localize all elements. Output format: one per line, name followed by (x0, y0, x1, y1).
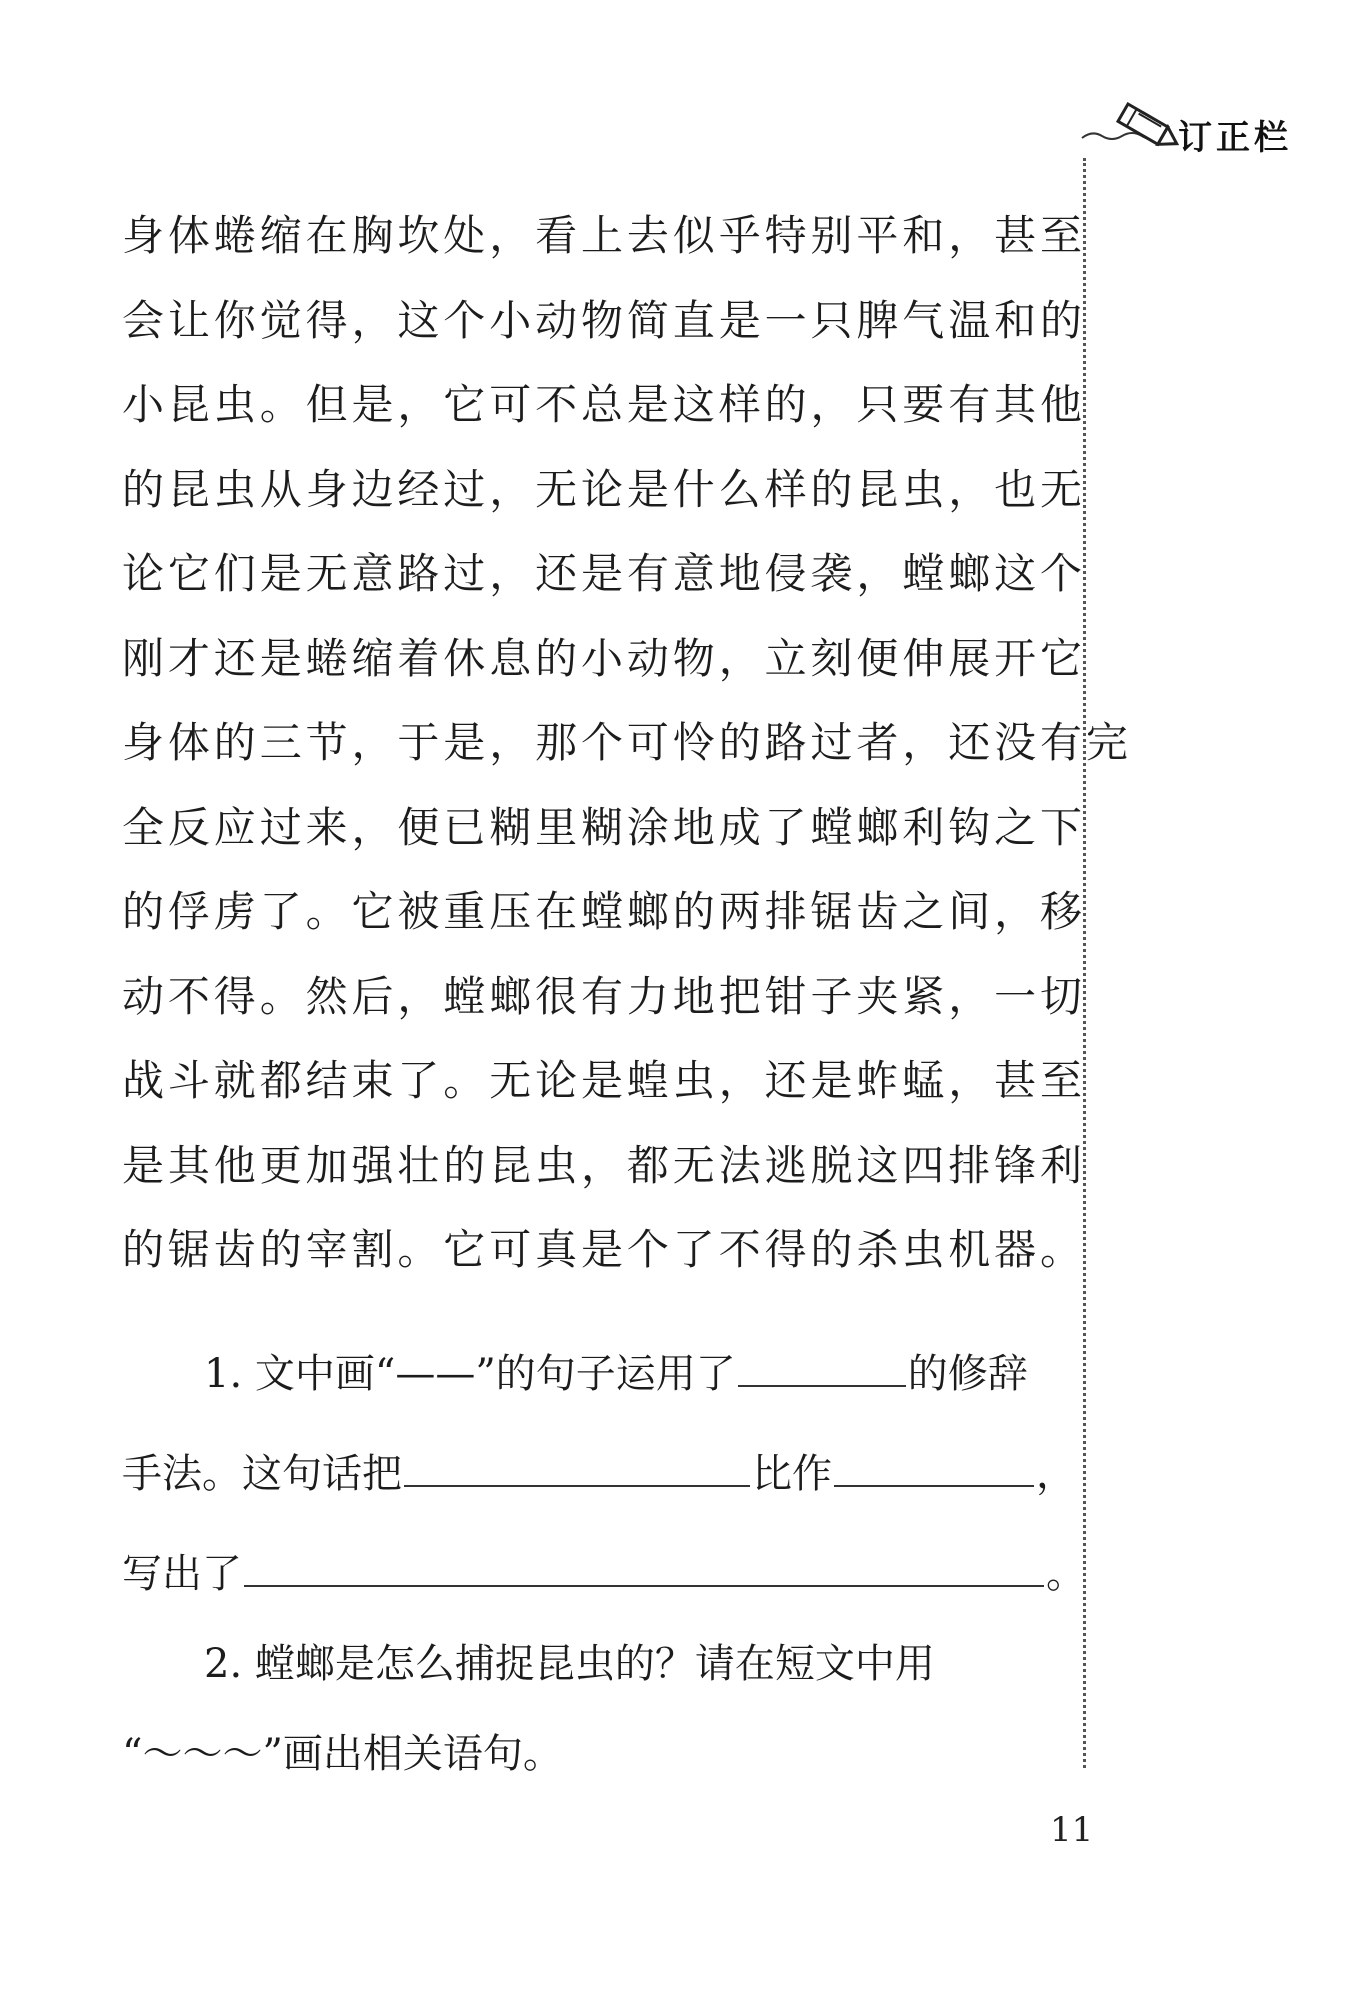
question-2-line-1: 2. 螳螂是怎么捕捉昆虫的？请在短文中用 (204, 1641, 935, 1687)
passage-line: 刚才还是蜷缩着休息的小动物，立刻便伸展开它 (122, 633, 1086, 683)
question-1-line-2: 手法。这句话把 比作 ， (122, 1442, 1076, 1499)
passage-line: 小昆虫。但是，它可不总是这样的，只要有其他 (122, 380, 1086, 429)
pencil-icon (1080, 90, 1190, 160)
passage-line: 会让你觉得，这个小动物简直是一只脾气温和的 (122, 295, 1086, 345)
passage-line: 的锯齿的宰割。它可真是个了不得的杀虫机器。 (122, 1225, 1086, 1274)
passage-line: 的俘虏了。它被重压在螳螂的两排锯齿之间，移 (122, 887, 1086, 936)
passage-line: 的昆虫从身边经过，无论是什么样的昆虫，也无 (122, 464, 1086, 514)
passage-line: 身体蜷缩在胸坎处，看上去似乎特别平和，甚至 (122, 211, 1086, 260)
question-2-line-2: “～～～”画出相关语句。 (122, 1731, 563, 1777)
reading-passage (122, 194, 1132, 1293)
page-number: 11 (1050, 1810, 1094, 1850)
passage-line: 动不得。然后，螳螂很有力地把钳子夹紧，一切 (122, 971, 1086, 1021)
correction-column-header (1080, 90, 1330, 170)
passage-line: 战斗就都结束了。无论是蝗虫，还是蚱蜢，甚至 (122, 1056, 1086, 1105)
answer-blank-subject[interactable] (404, 1445, 750, 1487)
answer-blank-effect[interactable] (244, 1545, 1044, 1587)
passage-line: 身体的三节，于是，那个可怜的路过者，还没有完 (122, 718, 1132, 767)
passage-line: 论它们是无意路过，还是有意地侵袭，螳螂这个 (122, 549, 1086, 598)
answer-blank-object[interactable] (834, 1445, 1034, 1487)
passage-line: 全反应过来，便已糊里糊涂地成了螳螂利钩之下 (122, 802, 1086, 852)
answer-blank-rhetoric[interactable] (738, 1345, 906, 1387)
question-1-line-1: 1. 文中画“——”的句子运用了 的修辞 (204, 1342, 1028, 1399)
correction-column-title: 订正栏 (1178, 118, 1292, 158)
question-1-line-3: 写出了 。 (122, 1542, 1086, 1599)
passage-line: 是其他更加强壮的昆虫，都无法逃脱这四排锋利 (122, 1140, 1086, 1190)
